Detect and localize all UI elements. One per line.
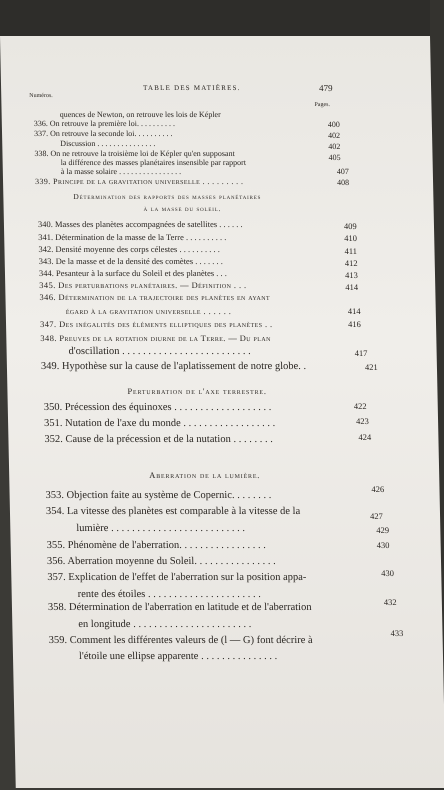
toc-page: 402 bbox=[327, 131, 341, 140]
toc-entry: 344. Pesanteur à la surface du Soleil et des planètes . . . bbox=[38, 268, 227, 278]
toc-page: 412 bbox=[344, 258, 358, 268]
toc-page: 405 bbox=[328, 153, 341, 162]
toc-page: 407 bbox=[336, 167, 349, 176]
toc-page: 423 bbox=[355, 416, 369, 426]
toc-page: 422 bbox=[353, 401, 367, 411]
toc-page: 430 bbox=[376, 540, 390, 550]
toc-entry: 338. On ne retrouve la troisième loi de Képler qu'en supposant bbox=[34, 149, 235, 158]
toc-page: 426 bbox=[371, 484, 385, 494]
toc-entry: rente des étoiles . . . . . . . . . . . . . . . . . . . . . . bbox=[77, 589, 261, 600]
toc-page: 430 bbox=[381, 568, 395, 578]
toc-page: 411 bbox=[344, 246, 358, 256]
toc-page: 432 bbox=[383, 597, 397, 607]
toc-entry: quences de Newton, on retrouve les lois de Képler bbox=[59, 110, 221, 119]
toc-entry: d'oscillation . . . . . . . . . . . . . . . . . . . . . . . . . bbox=[68, 346, 251, 357]
toc-entry: 339. Principe de la gravitation universelle . . . . . . . . . bbox=[34, 177, 244, 186]
toc-entry: à la masse solaire . . . . . . . . . . . . . . . . bbox=[60, 167, 182, 176]
toc-entry: 355. Phénomène de l'aberration. . . . . . . . . . . . . . . . . bbox=[46, 540, 266, 551]
toc-page: 409 bbox=[343, 221, 357, 231]
toc-entry: 357. Explication de l'effet de l'aberration sur la position appa- bbox=[47, 572, 307, 583]
section-heading: Détermination des rapports des masses planétaires bbox=[73, 192, 262, 201]
toc-entry: l'étoile une ellipse apparente . . . . . . . . . . . . . . . bbox=[78, 651, 278, 662]
toc-entry: en longitude . . . . . . . . . . . . . . . . . . . . . . . bbox=[78, 619, 252, 630]
toc-entry: 354. La vitesse des planètes est comparable à la vitesse de la bbox=[45, 506, 301, 517]
toc-entry: 336. On retrouve la première loi. . . . . . . . . . bbox=[33, 119, 176, 128]
toc-page: 429 bbox=[376, 525, 390, 535]
toc-entry: 356. Aberration moyenne du Soleil. . . . . . . . . . . . . . . . bbox=[46, 556, 276, 567]
section-heading: à la masse du soleil. bbox=[143, 204, 222, 213]
column-label-numbers: Numéros. bbox=[29, 93, 53, 99]
toc-page: 402 bbox=[328, 142, 341, 151]
toc-page: 413 bbox=[344, 270, 358, 280]
toc-entry: 359. Comment les différentes valeurs de (l — G) font décrire à bbox=[48, 635, 313, 646]
toc-entry: 352. Cause de la précession et de la nutation . . . . . . . . bbox=[44, 434, 273, 445]
book-page bbox=[0, 36, 444, 788]
section-heading: Perturbation de l'axe terrestre. bbox=[127, 386, 267, 396]
toc-page: 421 bbox=[364, 362, 378, 372]
toc-entry: 341. Détermination de la masse de la Terre . . . . . . . . . . bbox=[38, 232, 227, 242]
toc-entry: Discussion . . . . . . . . . . . . . . . bbox=[60, 139, 156, 148]
toc-page: 400 bbox=[327, 120, 340, 129]
toc-page: 414 bbox=[347, 306, 361, 316]
background-top bbox=[0, 0, 444, 36]
toc-page: 424 bbox=[358, 432, 372, 442]
toc-entry: 350. Précession des équinoxes . . . . . . . . . . . . . . . . . . . bbox=[43, 402, 272, 413]
toc-entry: 347. Des inégalités des éléments elliptiques des planètes . . bbox=[39, 319, 273, 329]
page-number: 479 bbox=[318, 83, 333, 93]
toc-entry: 342. Densité moyenne des corps célestes . . . . . . . . . . bbox=[38, 244, 220, 254]
toc-page: 433 bbox=[390, 628, 404, 638]
toc-page: 410 bbox=[344, 233, 358, 243]
toc-entry: 346. Détermination de la trajectoire des planètes en ayant bbox=[39, 292, 271, 302]
toc-entry: 351. Nutation de l'axe du monde . . . . . . . . . . . . . . . . . . bbox=[44, 418, 276, 429]
section-heading: Aberration de la lumière. bbox=[149, 470, 261, 480]
toc-page: 414 bbox=[345, 282, 359, 292]
toc-entry: égard à la gravitation universelle . . . . . . bbox=[65, 306, 232, 316]
toc-page: 408 bbox=[336, 178, 350, 187]
toc-entry: 358. Détermination de l'aberration en latitude et de l'aberration bbox=[47, 602, 312, 613]
toc-entry: lumière . . . . . . . . . . . . . . . . . . . . . . . . . . bbox=[76, 523, 246, 534]
toc-entry: 345. Des perturbations planétaires. — Définition . . . bbox=[39, 280, 247, 290]
toc-entry: 343. De la masse et de la densité des comètes . . . . . . . bbox=[38, 256, 223, 266]
toc-entry: 337. On retrouve la seconde loi. . . . . . . . . . bbox=[33, 129, 173, 138]
toc-entry: 353. Objection faite au système de Copernic. . . . . . . . bbox=[45, 490, 272, 501]
toc-entry: 348. Preuves de la rotation diurne de la Terre. — Du plan bbox=[40, 333, 271, 343]
toc-entry: 349. Hypothèse sur la cause de l'aplatissement de notre globe. . bbox=[40, 361, 307, 372]
toc-page: 427 bbox=[369, 511, 383, 521]
column-label-pages: Pages. bbox=[314, 102, 331, 108]
toc-entry: la différence des masses planétaires insensible par rapport bbox=[60, 158, 247, 167]
toc-page: 416 bbox=[347, 319, 361, 329]
running-title: TABLE DES MATIÈRES. bbox=[143, 84, 241, 92]
toc-entry: 340. Masses des planètes accompagnées de satellites . . . . . . bbox=[37, 219, 243, 229]
toc-page: 417 bbox=[354, 348, 368, 358]
